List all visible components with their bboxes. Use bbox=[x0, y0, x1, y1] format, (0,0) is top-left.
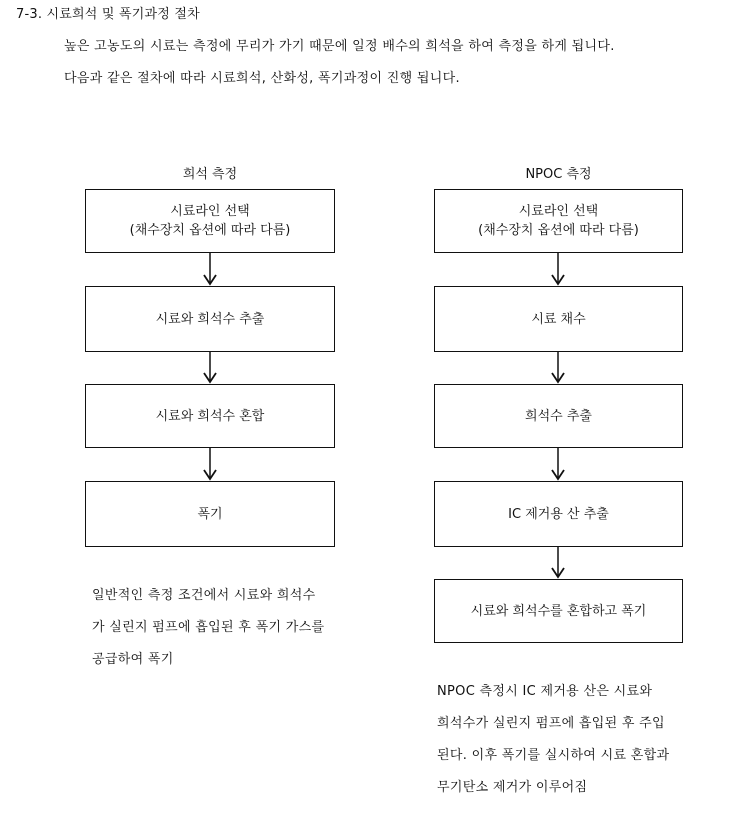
right-arrow-1 bbox=[551, 253, 565, 286]
right-step-5-label: 시료와 희석수를 혼합하고 폭기 bbox=[470, 603, 647, 619]
right-column-title: NPOC 측정 bbox=[525, 167, 592, 182]
right-step-2-box bbox=[434, 286, 683, 352]
right-step-2-label: 시료 채수 bbox=[531, 311, 586, 327]
left-step-3-label: 시료와 희석수 혼합 bbox=[155, 408, 265, 424]
right-step-1-line-1: 시료라인 선택 bbox=[518, 204, 599, 219]
intro-line-1: 높은 고농도의 시료는 측정에 무리가 가기 때문에 일정 배수의 희석을 하여 측정을 하게 됩니다. bbox=[64, 39, 615, 54]
right-step-1-line-2: (채수장치 옵션에 따라 다름) bbox=[478, 223, 639, 238]
left-arrow-1 bbox=[203, 253, 217, 286]
right-step-4-box bbox=[434, 481, 683, 547]
left-step-1-line-1: 시료라인 선택 bbox=[170, 204, 250, 219]
right-step-4-label: IC 제거용 산 추출 bbox=[508, 506, 609, 522]
left-step-3-box bbox=[85, 384, 335, 448]
section-heading: 7-3. 시료희석 및 폭기과정 절차 bbox=[16, 7, 200, 22]
right-note-line-2: 희석수가 실린지 펌프에 흡입된 후 주입 bbox=[437, 716, 665, 731]
left-arrow-2 bbox=[203, 352, 217, 384]
right-step-3-label: 희석수 추출 bbox=[525, 408, 592, 424]
right-step-1-box bbox=[434, 189, 683, 253]
right-note-line-3: 된다. 이후 폭기를 실시하여 시료 혼합과 bbox=[437, 748, 670, 763]
left-step-1-box bbox=[85, 189, 335, 253]
intro-line-2: 다음과 같은 절차에 따라 시료희석, 산화성, 폭기과정이 진행 됩니다. bbox=[64, 71, 460, 86]
left-step-1-line-2: (채수장치 옵션에 따라 다름) bbox=[129, 223, 291, 238]
left-note-line-2: 가 실린지 펌프에 흡입된 후 폭기 가스를 bbox=[92, 620, 325, 635]
right-arrow-2 bbox=[551, 352, 565, 384]
left-note bbox=[92, 580, 324, 676]
right-arrow-3 bbox=[551, 448, 565, 481]
left-arrow-3 bbox=[203, 448, 217, 481]
left-column-title: 희석 측정 bbox=[182, 167, 238, 182]
right-note-line-4: 무기탄소 제거가 이루어짐 bbox=[437, 780, 588, 795]
left-note-line-3: 공급하여 폭기 bbox=[92, 652, 174, 667]
left-step-4-box bbox=[85, 481, 335, 547]
left-step-2-label: 시료와 희석수 추출 bbox=[155, 311, 265, 327]
right-step-5-box bbox=[434, 579, 683, 643]
left-note-line-1: 일반적인 측정 조건에서 시료와 희석수 bbox=[92, 588, 316, 603]
right-note bbox=[437, 676, 669, 804]
left-step-2-box bbox=[85, 286, 335, 352]
right-arrow-4 bbox=[551, 547, 565, 579]
right-note-line-1: NPOC 측정시 IC 제거용 산은 시료와 bbox=[437, 684, 653, 699]
left-step-4-label: 폭기 bbox=[197, 506, 223, 522]
right-step-3-box bbox=[434, 384, 683, 448]
